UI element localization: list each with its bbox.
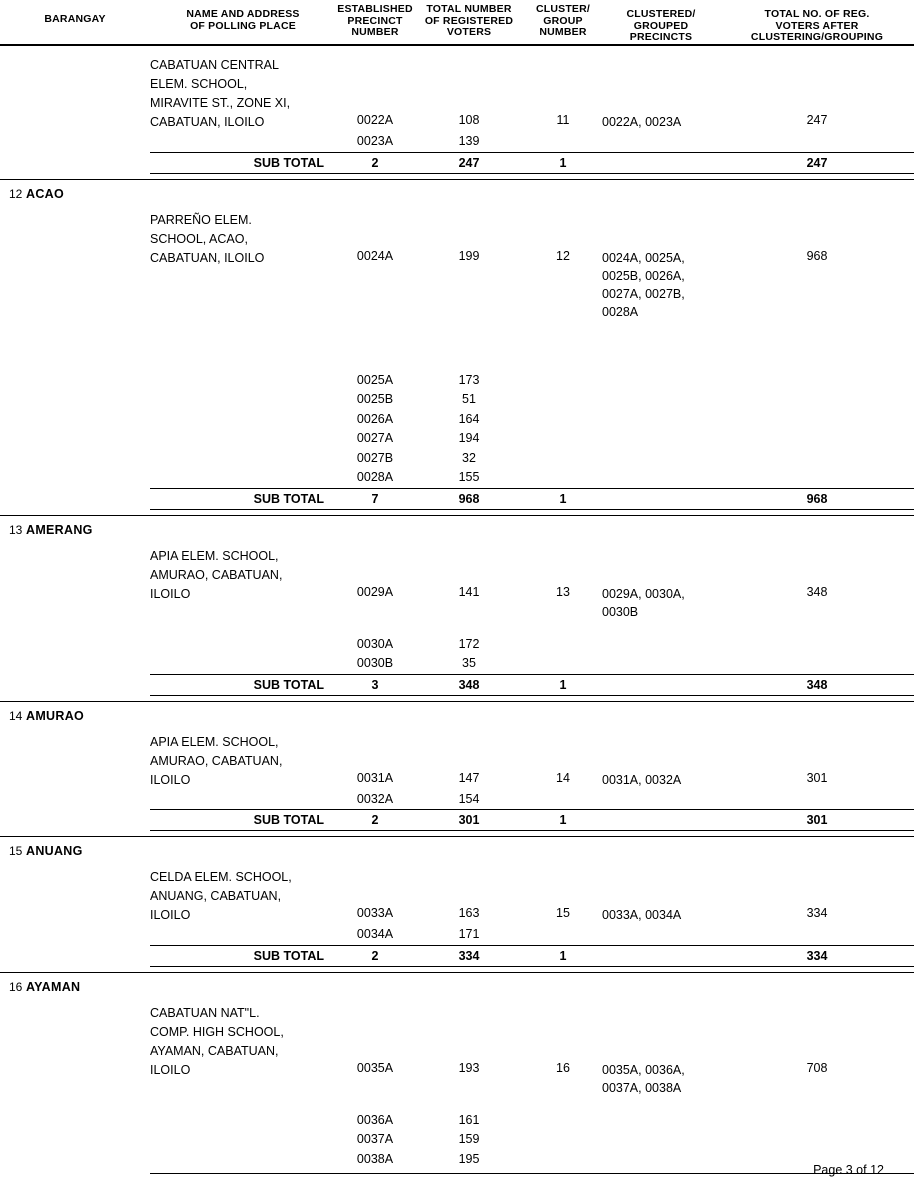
precinct-number: 0024A: [356, 248, 394, 263]
registered-voters-cell: [414, 723, 524, 785]
precinct-number: 0028A: [356, 470, 394, 484]
registered-voters-cell: [414, 201, 524, 263]
registered-voters: 195: [458, 1151, 480, 1166]
spacer-cell: [524, 790, 602, 810]
subtotal-voters: 968: [458, 491, 480, 506]
grouped-precincts-line: 0030B: [602, 604, 639, 619]
column-header-voters-line3: VOTERS: [446, 26, 492, 38]
spacer-cell: [0, 654, 150, 674]
precinct-number: 0031A: [356, 770, 394, 785]
spacer-cell: [524, 429, 602, 449]
barangay-number: 12: [9, 186, 23, 201]
spacer-cell: [602, 654, 720, 674]
precinct-number: 0038A: [356, 1151, 394, 1166]
subtotal-precincts: 2: [371, 948, 379, 963]
spacer-cell: [720, 132, 914, 152]
barangay-entry: [0, 516, 914, 696]
precinct-number-cell: [336, 994, 414, 1075]
column-header-cluster-line2: GROUP: [543, 14, 583, 27]
barangay-heading: [0, 516, 914, 537]
precinct-row: [0, 132, 914, 152]
polling-place-line: ELEM. SCHOOL,: [150, 77, 248, 91]
cluster-total: 968: [806, 248, 828, 263]
cluster-total-cell: [720, 723, 914, 785]
spacer-cell: [524, 132, 602, 152]
spacer-cell: [602, 390, 720, 410]
precinct-row: [0, 468, 914, 488]
spacer-cell: [150, 410, 336, 430]
polling-place-line: ILOILO: [150, 1062, 191, 1077]
subtotal-voters: 334: [458, 948, 480, 963]
spacer-cell: [0, 468, 150, 488]
subtotal-clusters: 1: [559, 677, 567, 692]
precinct-number: 0029A: [356, 584, 394, 599]
spacer-cell: [0, 132, 150, 152]
registered-voters-cell: [414, 537, 524, 599]
registered-voters: 163: [458, 906, 480, 920]
spacer-cell: [720, 1111, 914, 1131]
subtotal-label: SUB TOTAL: [253, 677, 324, 692]
entry-main-row: [0, 46, 914, 132]
spacer-cell: [524, 371, 602, 391]
spacer-cell: [150, 635, 336, 655]
registered-voters: 155: [458, 470, 480, 484]
spacer-cell: [720, 468, 914, 488]
subtotal-clusters: 1: [559, 491, 567, 506]
table-body: [0, 46, 914, 1174]
spacer-cell: [0, 790, 150, 810]
column-header-grouped-precincts: [602, 4, 720, 44]
grouped-precincts-line: 0025B, 0026A,: [602, 268, 685, 283]
polling-place-line: CABATUAN CENTRAL: [150, 58, 279, 72]
grouped-precincts-line: 0029A, 0030A,: [602, 586, 685, 601]
precinct-number: 0035A: [356, 1060, 394, 1075]
barangay-number: 15: [9, 844, 23, 858]
registered-voters: 193: [458, 1060, 480, 1075]
registered-voters: 154: [458, 791, 480, 806]
column-header-precinct: [336, 4, 414, 39]
subtotal-grouped: [602, 813, 720, 827]
precinct-number: 0037A: [356, 1132, 394, 1146]
precinct-number-cell: [336, 46, 414, 127]
precinct-list: [0, 790, 914, 810]
spacer-cell: [720, 654, 914, 674]
subtotal-grouped: [602, 156, 720, 170]
cluster-number: 14: [556, 770, 570, 785]
spacer-cell: [602, 635, 720, 655]
registered-voters: 32: [462, 450, 476, 465]
barangay-name: AMURAO: [26, 708, 85, 723]
spacer-cell: [150, 1150, 336, 1170]
spacer-cell: [602, 449, 720, 469]
cluster-total-cell: [720, 201, 914, 263]
subtotal-precincts: 3: [371, 677, 379, 692]
precinct-number: 0030B: [356, 656, 394, 670]
subtotal-grouped: [602, 949, 720, 963]
precinct-number: 0027B: [356, 450, 394, 465]
grouped-precincts-line: 0028A: [602, 304, 639, 319]
spacer-cell: [0, 1150, 150, 1170]
precinct-number-cell: [336, 858, 414, 920]
polling-place-line: APIA ELEM. SCHOOL,: [150, 734, 279, 749]
precinct-row: [0, 654, 914, 674]
cluster-number-cell: [524, 201, 602, 263]
registered-voters-cell: [414, 858, 524, 920]
precinct-number: 0033A: [356, 906, 394, 920]
registered-voters: 194: [458, 431, 480, 445]
precinct-number-cell: [336, 723, 414, 785]
subtotal-voters: 247: [458, 155, 480, 170]
barangay-heading: [0, 973, 914, 994]
cluster-number-cell: [524, 858, 602, 920]
cluster-total: 334: [806, 906, 828, 920]
grouped-precincts-cell: [602, 858, 720, 924]
grouped-precincts-line: 0033A, 0034A: [602, 908, 682, 922]
polling-place-cell: [150, 537, 336, 604]
spacer-cell: [602, 925, 720, 945]
spacer-cell: [602, 790, 720, 810]
section-divider: [150, 1173, 914, 1174]
cluster-total-cell: [720, 858, 914, 920]
column-header-registered-voters: [414, 4, 524, 39]
spacer-cell: [524, 654, 602, 674]
registered-voters: 161: [458, 1112, 480, 1127]
spacer-cell: [150, 371, 336, 391]
cluster-total-cell: [720, 46, 914, 127]
cluster-number-cell: [524, 46, 602, 127]
polling-place-line: CABATUAN, ILOILO: [150, 250, 265, 265]
spacer-cell: [524, 925, 602, 945]
entry-main-row: [0, 994, 914, 1097]
precinct-row: [0, 371, 914, 391]
polling-place-cell: [150, 201, 336, 268]
precinct-number: 0036A: [356, 1112, 394, 1127]
spacer-cell: [0, 410, 150, 430]
spacer-cell: [524, 449, 602, 469]
registered-voters: 147: [458, 770, 480, 785]
barangay-name: ACAO: [26, 186, 65, 201]
subtotal-label: SUB TOTAL: [253, 948, 324, 963]
grouped-precincts-line: 0022A, 0023A: [602, 115, 682, 129]
spacer-cell: [524, 468, 602, 488]
polling-place-line: CELDA ELEM. SCHOOL,: [150, 870, 292, 884]
spacer-cell: [0, 925, 150, 945]
precinct-number: 0027A: [356, 431, 394, 445]
polling-place-line: PARREÑO ELEM.: [150, 212, 252, 227]
cluster-number: 16: [556, 1060, 570, 1075]
subtotal-total: 968: [806, 491, 828, 506]
precinct-number-cell: [336, 537, 414, 599]
registered-voters: 171: [458, 927, 480, 941]
subtotal-total: 334: [806, 948, 828, 963]
spacer-cell: [524, 410, 602, 430]
polling-place-line: SCHOOL, ACAO,: [150, 231, 248, 246]
subtotal-total: 247: [806, 155, 828, 170]
spacer-cell: [0, 449, 150, 469]
spacer-cell: [0, 1130, 150, 1150]
polling-place-line: COMP. HIGH SCHOOL,: [150, 1024, 284, 1039]
subtotal-row: [150, 945, 914, 967]
subtotal-label: SUB TOTAL: [253, 813, 324, 827]
precinct-row: [0, 635, 914, 655]
spacer-cell: [150, 790, 336, 810]
column-header-grouped-line2: GROUPED: [633, 19, 689, 32]
spacer-cell: [720, 390, 914, 410]
subtotal-clusters: 1: [559, 813, 567, 827]
spacer-cell: [0, 371, 150, 391]
polling-place-cell: [150, 723, 336, 790]
cluster-total-cell: [720, 537, 914, 599]
spacer-cell: [602, 1150, 720, 1170]
registered-voters: 164: [458, 411, 480, 426]
grouped-precincts-cell: [602, 201, 720, 321]
spacer-cell: [720, 635, 914, 655]
precinct-number: 0034A: [356, 927, 394, 941]
barangay-name: AYAMAN: [26, 979, 81, 994]
spacer-cell: [150, 1130, 336, 1150]
column-header-voters-line1: TOTAL NUMBER: [426, 3, 512, 15]
spacer-cell: [150, 468, 336, 488]
polling-place-line: CABATUAN NAT"L.: [150, 1005, 260, 1020]
barangay-heading: [0, 180, 914, 201]
spacer-cell: [602, 1130, 720, 1150]
barangay-heading: [0, 837, 914, 858]
subtotal-clusters: 1: [559, 155, 567, 170]
precinct-number: 0030A: [356, 636, 394, 651]
precinct-row: [0, 429, 914, 449]
subtotal-label: SUB TOTAL: [253, 155, 324, 170]
polling-place-line: AMURAO, CABATUAN,: [150, 753, 283, 768]
entry-main-row: [0, 537, 914, 621]
subtotal-grouped: [602, 492, 720, 506]
cluster-number: 13: [556, 584, 570, 599]
polling-place-line: CABATUAN, ILOILO: [150, 115, 265, 129]
grouped-precincts-line: 0037A, 0038A: [602, 1080, 682, 1095]
registered-voters: 172: [458, 636, 480, 651]
polling-place-line: MIRAVITE ST., ZONE XI,: [150, 96, 291, 110]
spacer-cell: [524, 1150, 602, 1170]
precinct-list: [0, 371, 914, 488]
cluster-number-cell: [524, 994, 602, 1075]
grouped-precincts-line: 0027A, 0027B,: [602, 286, 685, 301]
barangay-entry: [0, 702, 914, 832]
column-header-total-line3: CLUSTERING/GROUPING: [750, 31, 884, 43]
entry-main-row: [0, 201, 914, 321]
precinct-list: [0, 635, 914, 674]
spacer-cell: [150, 449, 336, 469]
column-header-grouped-line1: CLUSTERED/: [626, 8, 696, 20]
registered-voters: 51: [462, 392, 476, 406]
barangay-number: 14: [9, 708, 23, 723]
spacer-cell: [720, 429, 914, 449]
grouped-precincts-line: 0035A, 0036A,: [602, 1062, 685, 1077]
precinct-row: [0, 790, 914, 810]
table-header: [0, 0, 914, 46]
precinct-number-cell: [336, 201, 414, 263]
spacer-cell: [150, 654, 336, 674]
cluster-number-cell: [524, 537, 602, 599]
barangay-entry: [0, 46, 914, 174]
precinct-row: [0, 410, 914, 430]
cluster-number-cell: [524, 723, 602, 785]
subtotal-precincts: 7: [371, 491, 379, 506]
subtotal-total: 348: [806, 677, 828, 692]
column-header-voters-line2: OF REGISTERED: [424, 14, 514, 27]
spacer-cell: [0, 390, 150, 410]
spacer-cell: [720, 371, 914, 391]
registered-voters: 141: [458, 584, 480, 599]
barangay-entry: [0, 837, 914, 967]
column-header-barangay: [0, 4, 150, 26]
subtotal-row: [150, 674, 914, 696]
spacer-cell: [0, 635, 150, 655]
spacer-cell: [602, 371, 720, 391]
spacer-cell: [524, 1111, 602, 1131]
spacer-cell: [524, 635, 602, 655]
precinct-number: 0026A: [356, 411, 394, 426]
registered-voters: 139: [458, 134, 480, 148]
barangay-name: AMERANG: [26, 522, 93, 537]
grouped-precincts-line: 0031A, 0032A: [602, 772, 682, 787]
precinct-list: [0, 132, 914, 152]
column-header-polling-place: [150, 4, 336, 32]
subtotal-label: SUB TOTAL: [253, 491, 324, 506]
subtotal-row: [150, 152, 914, 174]
page-footer: Page 3 of 12: [813, 1163, 884, 1177]
subtotal-total: 301: [806, 813, 828, 827]
precinct-number: 0023A: [356, 134, 394, 148]
spacer-cell: [602, 410, 720, 430]
polling-place-cell: [150, 994, 336, 1080]
column-header-total-line2: VOTERS AFTER: [775, 19, 859, 32]
column-header-precinct-line3: NUMBER: [351, 26, 399, 38]
spacer-cell: [602, 1111, 720, 1131]
precinct-list: [0, 1111, 914, 1170]
column-header-precinct-line1: ESTABLISHED: [337, 3, 413, 15]
cluster-total: 301: [806, 770, 828, 785]
column-header-cluster-line3: NUMBER: [539, 26, 587, 38]
precinct-row: [0, 925, 914, 945]
subtotal-precincts: 2: [371, 155, 379, 170]
registered-voters: 159: [458, 1132, 480, 1146]
cluster-number: 15: [556, 906, 570, 920]
entry-main-row: [0, 858, 914, 925]
subtotal-precincts: 2: [371, 813, 379, 827]
spacer-cell: [720, 1130, 914, 1150]
cluster-total-cell: [720, 994, 914, 1075]
cluster-total: 348: [806, 584, 828, 599]
column-header-total-line1: TOTAL NO. OF REG.: [764, 8, 870, 20]
column-header-precinct-line2: PRECINCT: [347, 14, 403, 27]
spacer-cell: [602, 468, 720, 488]
polling-place-line: ANUANG, CABATUAN,: [150, 889, 282, 903]
barangay-name: ANUANG: [26, 844, 83, 858]
polling-place-cell: [150, 46, 336, 132]
precinct-list: [0, 925, 914, 945]
column-header-polling-place-line1: NAME AND ADDRESS: [186, 8, 300, 20]
column-header-cluster-line1: CLUSTER/: [535, 3, 591, 15]
column-header-cluster-number: [524, 4, 602, 39]
registered-voters: 199: [458, 248, 480, 263]
registered-voters-cell: [414, 46, 524, 127]
precinct-row: [0, 449, 914, 469]
polling-place-line: ILOILO: [150, 772, 191, 787]
spacer-cell: [150, 132, 336, 152]
grouped-precincts-line: 0024A, 0025A,: [602, 250, 685, 265]
spacer-cell: [0, 1111, 150, 1131]
registered-voters: 108: [458, 113, 480, 127]
spacer-cell: [720, 925, 914, 945]
registered-voters: 35: [462, 656, 476, 670]
barangay-number: 16: [9, 979, 23, 994]
spacer-cell: [720, 410, 914, 430]
grouped-precincts-cell: [602, 723, 720, 789]
grouped-precincts-cell: [602, 46, 720, 131]
precinct-number: 0025A: [356, 372, 394, 387]
grouped-precincts-cell: [602, 994, 720, 1097]
spacer-cell: [0, 429, 150, 449]
subtotal-clusters: 1: [559, 948, 567, 963]
spacer-cell: [150, 1111, 336, 1131]
cluster-total: 247: [806, 113, 828, 127]
subtotal-voters: 348: [458, 677, 480, 692]
precinct-row: [0, 1130, 914, 1150]
registered-voters: 173: [458, 372, 480, 387]
column-header-total-after-clustering: [720, 4, 914, 44]
spacer-cell: [150, 925, 336, 945]
barangay-entry: [0, 180, 914, 510]
grouped-precincts-cell: [602, 537, 720, 621]
spacer-cell: [150, 429, 336, 449]
polling-place-line: AMURAO, CABATUAN,: [150, 567, 283, 582]
precinct-number: 0022A: [356, 113, 394, 127]
spacer-cell: [602, 429, 720, 449]
spacer-cell: [602, 132, 720, 152]
polling-place-line: ILOILO: [150, 908, 191, 922]
barangay-entry: [0, 973, 914, 1175]
subtotal-row: [150, 488, 914, 510]
cluster-number: 12: [556, 248, 570, 263]
barangay-heading: [0, 702, 914, 723]
precinct-row: [0, 390, 914, 410]
spacer-cell: [720, 790, 914, 810]
polling-place-line: APIA ELEM. SCHOOL,: [150, 548, 279, 563]
cluster-total: 708: [806, 1060, 828, 1075]
polling-place-line: ILOILO: [150, 586, 191, 601]
polling-place-cell: [150, 858, 336, 925]
polling-place-line: AYAMAN, CABATUAN,: [150, 1043, 279, 1058]
precinct-number: 0025B: [356, 392, 394, 406]
column-header-polling-place-line2: OF POLLING PLACE: [190, 19, 296, 32]
entry-main-row: [0, 723, 914, 790]
subtotal-grouped: [602, 678, 720, 692]
spacer-cell: [524, 390, 602, 410]
spacer-cell: [720, 449, 914, 469]
precinct-row: [0, 1150, 914, 1170]
precinct-number: 0032A: [356, 791, 394, 806]
column-header-grouped-line3: PRECINCTS: [629, 31, 693, 43]
spacer-cell: [150, 390, 336, 410]
barangay-number: 13: [9, 522, 23, 537]
precinct-row: [0, 1111, 914, 1131]
column-header-barangay-line1: BARANGAY: [44, 13, 106, 25]
subtotal-row: [150, 809, 914, 831]
cluster-number: 11: [556, 113, 570, 127]
subtotal-voters: 301: [458, 813, 480, 827]
spacer-cell: [524, 1130, 602, 1150]
registered-voters-cell: [414, 994, 524, 1075]
